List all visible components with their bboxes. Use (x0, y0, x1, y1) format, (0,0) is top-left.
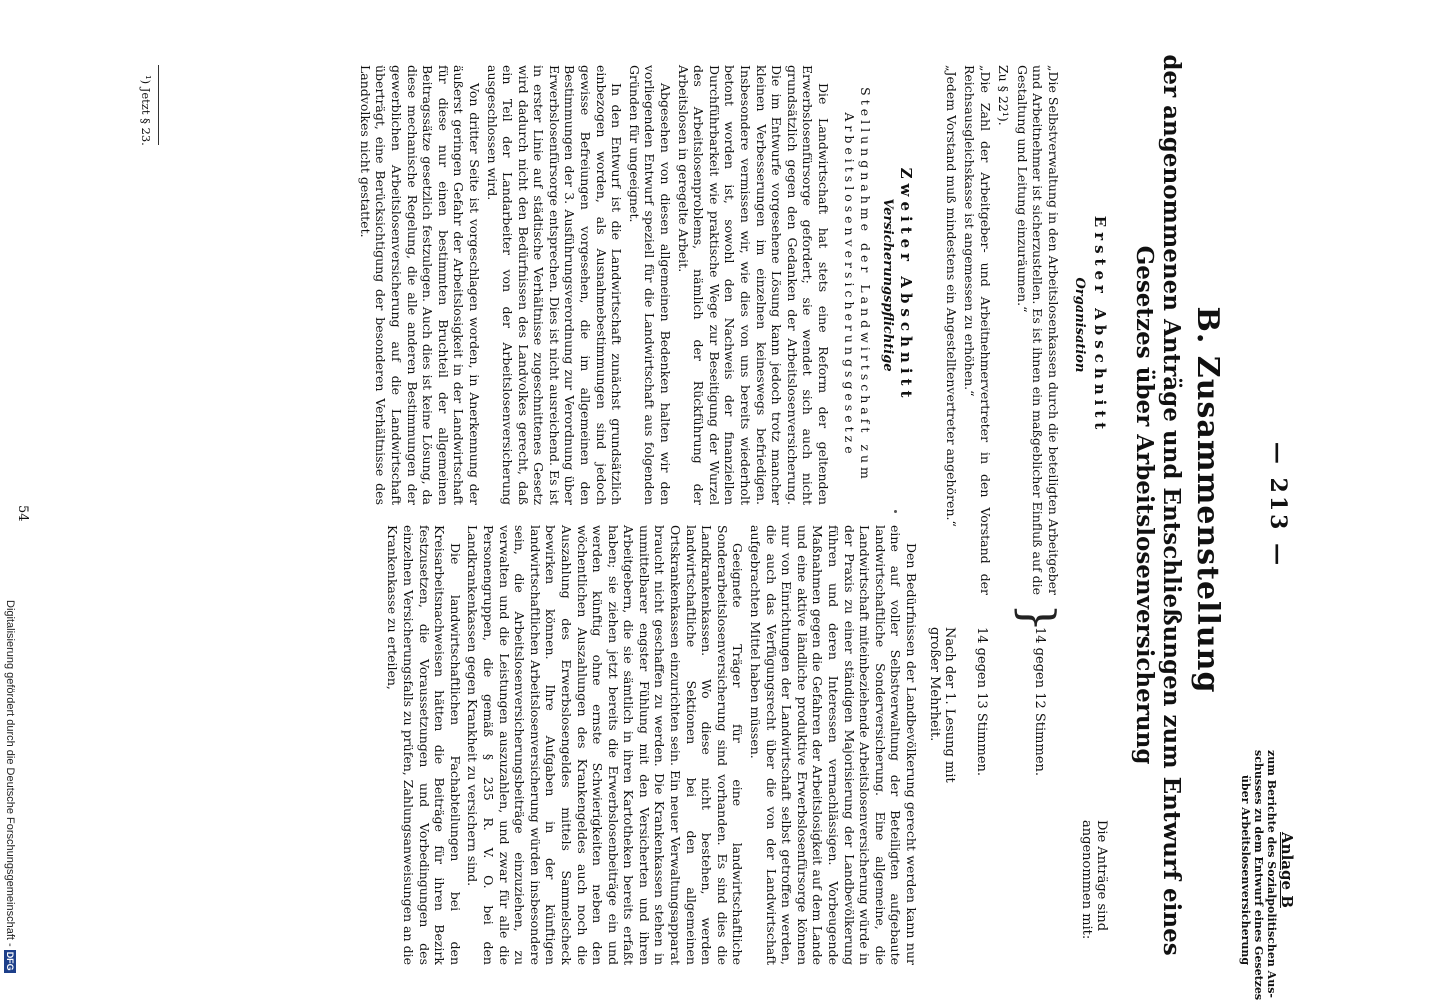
section1-title: Erster Abschnitt (1091, 215, 1109, 435)
paragraph: Geeignete Träger für eine landwirtschaftliche Sonderarbeitslosenversicherung sind vorhanden. Es sind dies die Landkrankenkassen. Wo diese nicht bestehen, werden landwirtschaftliche Sektionen bei den allgemeinen Ortskrankenkassen einzurichten sein. Ein neuer Verwaltungsapparat braucht nicht geschaffen zu werden. Die Krankenkassen stehen in unmittelbarer engster Fühlung mit den Versicherten und ihren Arbeitgebern, die sie sämtlich in ihren Kartotheken bereits erfaßt haben; sie ziehen jetzt bereits die Erwerbslosenbeiträge ein und werden künftig ohne ernste Schwierigkeiten neben den wöchentlichen Auszahlungen des Krankengeldes auch noch die Auszahlung des Erwerbslosengeldes mittels Sammelscheck bewirken können. Ihre Aufgaben in der künftigen landwirtschaftlichen Arbeitslosenversicherung würden insbesondere sein, die Arbeitslosenversicherungsbeiträge einzuziehen, zu verwalten und die Leistungen auszuzahlen, und zwar für alle die Personengruppen, die gemäß § 235 R. V. O. bei den Landkrankenkassen gegen Krankheit zu versichern sind. (465, 525, 746, 965)
right-column (385, 525, 919, 965)
side-note: Die Anträge sind angenommen mit: (1079, 820, 1109, 940)
paragraph: In den Entwurf ist die Landwirtschaft zunächst grundsätzlich einbezogen worden, als Ausnahmebestimmungen sind jedoch gewisse Befreiungen vorgesehen, die im allgemeinen den Bestimmungen der 3. Ausführungsverordnung zur Verordnung über Erwerbslosenfürsorge entsprechen. Dies ist nicht ausreichend. Es ist in erster Linie auf städtische Verhältnisse zugeschnittenes Gesetz wird dadurch nicht den Bedürfnissen des Landvolkes gerecht, daß ein Teil der Landarbeiter von der Arbeitslosenversicherung ausgeschlossen wird. (484, 65, 625, 505)
heading-title: B. Zusammenstellung (1190, 306, 1225, 694)
footnote: ¹) Jetzt § 23. (139, 75, 153, 146)
anlage-line: zum Berichte des Sozialpolitischen Aus- (1265, 750, 1278, 998)
dfg-logo: DFG (5, 951, 15, 971)
section2-title: Zweiter Abschnitt (897, 167, 915, 403)
digitization-credit (2, 600, 18, 1000)
heading-subtitle: der angenommenen Anträge und Entschließungen zum Entwurf eines Gesetzes über Arbeitslosenversicherung (1131, 54, 1185, 956)
paragraph: Die Landwirtschaft hat stets eine Reform der geltenden Erwerbslosenfürsorge gefordert; sie wendet sich auch nicht grundsätzlich gegen den Gedanken der Arbeitslosenversicherung. Die im Entwurfe vorgesehene Lösung kann jedoch trotz mancher kleinen Verbesserungen im einzelnen keineswegs befriedigen. Insbesondere vermissen wir, wie dies von uns bereits wiederholt betont worden ist, sowohl den Nachweis der finanziellen Durchführbarkeit wie praktische Wege zur Beseitigung der Wurzel des Arbeitslosenproblems, nämlich der Rückführung der Arbeitslosen in geregelte Arbeit. (675, 65, 831, 505)
anlage-line: über Arbeitslosenversicherung (1239, 774, 1252, 966)
section1-paragraph: „Die Zahl der Arbeitgeber- und Arbeitnehmervertreter in den Vorstand der Reichsausgleichskasse ist angemessen zu erhöhen.“ (962, 65, 993, 595)
scan-speck (894, 510, 897, 513)
vote-result: 14 gegen 12 Stimmen. (1032, 627, 1047, 777)
credit-text: Digitalisierung gefördert durch die Deutsche Forschungsgemeinschaft - (4, 600, 16, 947)
section1-paragraph: „Die Selbstverwaltung in den Arbeitslosenkassen durch die beteiligten Arbeitgeber und Arbeitnehmer ist sicherzustellen. Es ist ihnen ein maßgeblicher Einfluß auf die Gestaltung und Leitung einzuräumen.“ (1014, 65, 1061, 595)
section2-subtitle: Versicherungspflichtige (880, 198, 895, 372)
bottom-page-number: 54 (15, 505, 30, 522)
anlage-line: schusses zu dem Entwurf eines Gesetzes (1252, 750, 1265, 1000)
left-column (357, 65, 831, 505)
vote-result: 14 gegen 13 Stimmen. (974, 627, 989, 777)
section1-paragraph: „Jedem Vorstand muß mindestens ein Angestelltenvertreter angehören.“ (944, 65, 959, 527)
brace-icon: } (1011, 603, 1065, 633)
section1-subtitle: Organisation (1072, 277, 1087, 373)
paragraph: Die landwirtschaftlichen Fachabteilungen bei den Kreisarbeitsnachweisen hätten die Beiträge für ihren Bezirk festzusetzen, die Voraussetzungen und Vorbedingungen des einzelnen Versicherungsfalls zu prüfen, Zahlungsanweisungen an die Krankenkasse zu erteilen, (385, 525, 463, 965)
vote-result: Nach der 1. Lesung mit großer Mehrheit. (927, 627, 957, 783)
paragraph: Von dritter Seite ist vorgeschlagen worden, in Anerkennung der äußerst geringen Gefahr der Arbeitslosigkeit in der Landwirtschaft für diese nur einen bestimmten Bruchteil der allgemeinen Beitragssätze gesetzlich festzulegen. Auch dies ist keine Lösung, da diese mechanische Regelung, die alle anderen Bestimmungen der gewerblichen Arbeitslosenversicherung auf die Landwirtschaft überträgt, eine Berücksichtigung der besonderen Verhältnisse des Landvolkes nicht gestattet. (357, 65, 482, 505)
paragraph: Abgesehen von diesen allgemeinen Bedenken halten wir den vorliegenden Entwurf speziell für die Landwirtschaft aus folgenden Gründen für ungeeignet. (626, 65, 674, 505)
stellungnahme-heading: Stellungnahme der Landwirtschaft zum Arbeitslosenversicherungsgesetze (842, 87, 873, 483)
page-number: — 213 — (1265, 441, 1291, 569)
rotated-document (5, 5, 1305, 1000)
section1-zu: Zu § 22¹). (996, 65, 1011, 126)
anlage-title: Anlage B (1278, 832, 1296, 908)
anlage-box (1239, 750, 1296, 1000)
footnote-rule (158, 65, 159, 145)
paragraph: Den Bedürfnissen der Landbevölkerung gerecht werden kann nur eine auf voller Selbstverwaltung der Beteiligten aufgebaute landwirtschaftliche Sonderversicherung. Eine allgemeine, die Landwirtschaft miteinbeziehende Arbeitslosenversicherung würde in der Praxis zu einer ständigen Majorisierung der Landbevölkerung führen und deren Interessen vernachlässigen. Vorbeugende Maßnahmen gegen die Gefahren der Arbeitslosigkeit auf dem Lande und eine aktive ländliche produktive Erwerbslosenfürsorge können nur von Einrichtungen der Landwirtschaft selbst getroffen werden, die auch das Verfügungsrecht über die von der Landwirtschaft aufgebrachten Mittel haben müssen. (748, 525, 919, 965)
